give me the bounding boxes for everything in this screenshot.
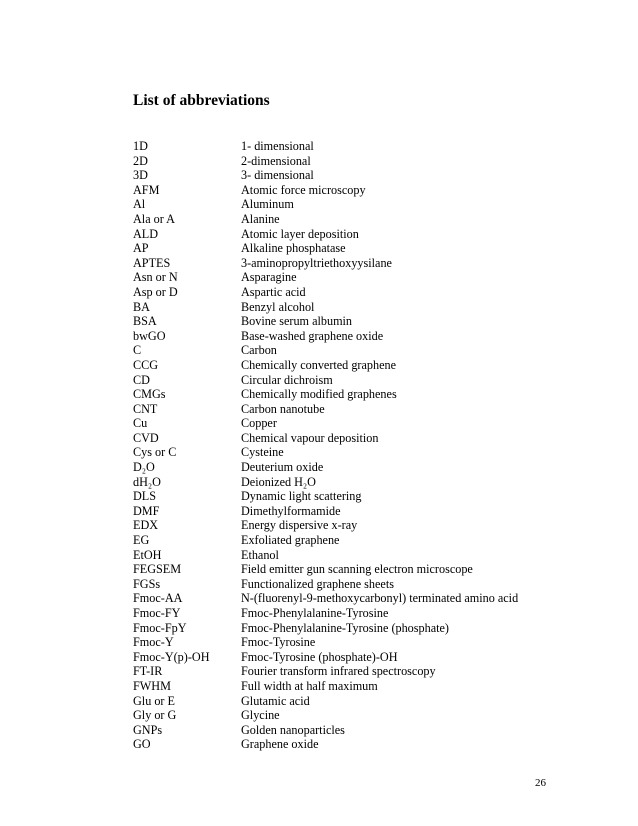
abbreviation-definition: Benzyl alcohol [241,299,315,314]
abbreviation-term: APTES [133,255,171,270]
abbreviation-term: Fmoc-Y [133,635,174,650]
abbreviation-term: bwGO [133,328,166,343]
abbreviation-term: Fmoc-FpY [133,620,187,635]
abbreviation-definition: Glutamic acid [241,693,310,708]
page-title: List of abbreviations [133,92,270,109]
abbreviation-definition: 3- dimensional [241,168,314,183]
abbreviation-definition: 1- dimensional [241,139,314,153]
abbreviation-definition: Dynamic light scattering [241,489,362,504]
abbreviation-term: C [133,343,142,358]
abbreviation-row [133,577,553,592]
abbreviation-definition: Atomic force microscopy [241,182,366,197]
abbreviation-definition: Base-washed graphene oxide [241,328,384,343]
abbreviation-definition: Aspartic acid [241,284,306,299]
abbreviation-row [133,562,553,577]
abbreviation-term: CVD [133,430,159,445]
abbreviation-definition: Alkaline phosphatase [241,241,346,256]
abbreviation-definition: 2-dimensional [241,153,311,168]
abbreviation-term: FWHM [133,678,171,693]
abbreviation-definition: Graphene oxide [241,737,319,752]
abbreviation-row [133,591,553,606]
abbreviation-row [133,504,553,519]
abbreviation-definition: Deionized H₂O [241,474,316,489]
abbreviation-row [133,314,553,329]
abbreviation-row [133,533,553,548]
abbreviation-term: Glu or E [133,693,175,708]
abbreviation-term: Cu [133,416,148,431]
abbreviation-term: Fmoc-Y(p)-OH [133,649,210,664]
abbreviation-term: AFM [133,182,160,197]
abbreviation-term: Gly or G [133,708,177,723]
abbreviation-term: AP [133,241,149,256]
abbreviation-term: FEGSEM [133,562,182,577]
abbreviation-row [133,154,553,169]
abbreviation-definition: Chemically modified graphenes [241,387,397,402]
abbreviation-definition: Atomic layer deposition [241,226,359,241]
abbreviation-definition: Carbon [241,343,277,358]
abbreviation-row [133,489,553,504]
abbreviation-row [133,737,553,752]
abbreviation-term: GNPs [133,722,163,737]
abbreviation-term: FT-IR [133,664,163,679]
abbreviation-row [133,402,553,417]
abbreviation-row [133,183,553,198]
abbreviation-definition: Golden nanoparticles [241,722,345,737]
abbreviation-definition: Ethanol [241,547,279,562]
abbreviation-row [133,650,553,665]
abbreviation-definition: Alanine [241,211,280,226]
abbreviation-row [133,212,553,227]
abbreviation-definition: Glycine [241,708,280,723]
abbreviation-definition: Cysteine [241,445,284,460]
abbreviation-definition: Field emitter gun scanning electron microscope [241,562,473,577]
abbreviation-term: EDX [133,518,159,533]
abbreviation-row [133,445,553,460]
abbreviation-row [133,270,553,285]
abbreviation-row [133,723,553,738]
abbreviation-definition: Circular dichroism [241,372,333,387]
abbreviation-definition: Full width at half maximum [241,678,378,693]
abbreviation-term: DMF [133,503,160,518]
abbreviation-definition: Fmoc-Tyrosine (phosphate)-OH [241,649,398,664]
abbreviation-definition: Functionalized graphene sheets [241,576,394,591]
abbreviation-definition: 3-aminopropyltriethoxyysilane [241,255,392,270]
abbreviation-term: dH₂O [133,474,161,489]
abbreviation-row [133,518,553,533]
abbreviation-definition: Fmoc-Phenylalanine-Tyrosine [241,606,389,620]
page-number: 26 [535,777,546,789]
abbreviation-definition: Asparagine [241,270,297,285]
abbreviation-term: Fmoc-FY [133,606,181,620]
abbreviation-term: CMGs [133,387,166,402]
abbreviation-row [133,227,553,242]
abbreviation-definition: N-(fluorenyl-9-methoxycarbonyl) terminated amino acid [241,591,519,606]
abbreviation-term: Asp or D [133,284,178,299]
abbreviation-term: EG [133,533,150,548]
abbreviation-term: Cys or C [133,445,177,460]
abbreviation-term: CD [133,372,150,387]
abbreviation-definition: Fmoc-Phenylalanine-Tyrosine (phosphate) [241,620,449,635]
abbreviation-definition: Exfoliated graphene [241,533,340,548]
abbreviation-row [133,548,553,563]
abbreviation-row [133,139,553,154]
abbreviation-term: 3D [133,168,148,183]
abbreviation-definition: Copper [241,416,277,431]
abbreviation-row [133,635,553,650]
abbreviation-row [133,168,553,183]
abbreviation-row [133,256,553,271]
abbreviation-row [133,373,553,388]
abbreviation-term: Asn or N [133,270,178,285]
abbreviation-list [133,139,553,752]
abbreviation-definition: Carbon nanotube [241,401,325,416]
abbreviation-term: 1D [133,139,148,153]
abbreviation-term: ALD [133,226,159,241]
abbreviation-row [133,460,553,475]
abbreviation-definition: Dimethylformamide [241,503,341,518]
abbreviation-term: Ala or A [133,211,175,226]
abbreviation-definition: Fmoc-Tyrosine [241,635,316,650]
abbreviation-term: DLS [133,489,157,504]
abbreviation-term: CNT [133,401,158,416]
abbreviation-row [133,300,553,315]
abbreviation-definition: Bovine serum albumin [241,314,353,329]
abbreviation-row [133,343,553,358]
abbreviation-row [133,679,553,694]
abbreviation-row [133,241,553,256]
abbreviation-term: BSA [133,314,157,329]
abbreviation-row [133,285,553,300]
abbreviation-row [133,606,553,621]
abbreviation-row [133,621,553,636]
abbreviation-row [133,197,553,212]
abbreviation-term: GO [133,737,151,752]
abbreviation-term: D₂O [133,460,155,475]
abbreviation-row [133,694,553,709]
abbreviation-term: EtOH [133,547,162,562]
abbreviation-row [133,431,553,446]
abbreviation-definition: Energy dispersive x-ray [241,518,358,533]
abbreviation-row [133,708,553,723]
abbreviation-definition: Aluminum [241,197,294,212]
abbreviation-row [133,664,553,679]
abbreviation-term: Al [133,197,146,212]
abbreviation-term: CCG [133,357,159,372]
abbreviation-definition: Chemically converted graphene [241,357,396,372]
abbreviation-term: 2D [133,153,148,168]
abbreviation-definition: Deuterium oxide [241,460,324,475]
abbreviation-row [133,416,553,431]
abbreviation-row [133,329,553,344]
abbreviation-term: BA [133,299,150,314]
abbreviation-row [133,387,553,402]
abbreviation-row [133,358,553,373]
abbreviation-term: Fmoc-AA [133,591,183,606]
abbreviation-term: FGSs [133,576,161,591]
abbreviation-row [133,475,553,490]
abbreviation-definition: Chemical vapour deposition [241,430,379,445]
abbreviation-definition: Fourier transform infrared spectroscopy [241,664,436,679]
